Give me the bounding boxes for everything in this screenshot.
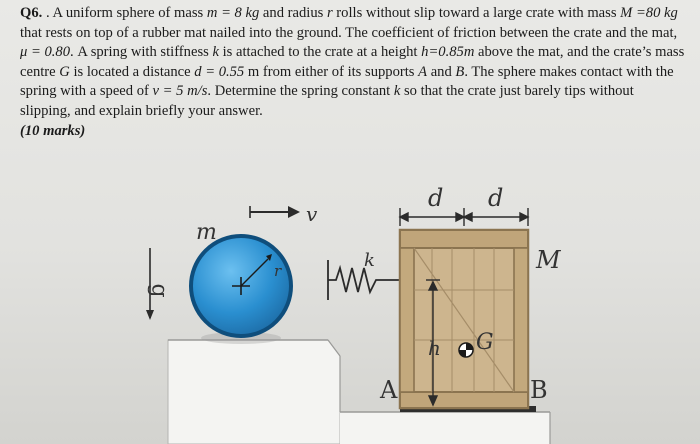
d-dimensions [400,208,528,226]
q-sym: B [455,63,465,80]
q-part: and [427,63,456,80]
q-sym: d = 0.55 [194,63,245,80]
q-part: and radius [259,5,327,21]
q-sym: μ = 0.80 [20,44,71,61]
B-label: B [530,376,548,404]
q-part: so that the crate just barely tips without slipping, and explain briefly your answer. [20,83,634,119]
q-sym: r [326,5,333,21]
q-sym: m = 8 kg [206,5,260,21]
question-number: Q6. [20,5,43,21]
q-part: is located a distance [69,63,195,80]
q-part: m from either of its supports [244,63,419,80]
velocity-arrow [250,206,300,218]
sphere [191,236,291,344]
h-label: h [428,336,441,360]
d-label-left: d [428,184,444,212]
marks: (10 marks) [20,122,86,139]
q-sym: h=0.85m [421,44,475,61]
q-sym: G [59,63,70,80]
q-sym: v = 5 m/s [152,83,208,100]
M-label: M [536,246,561,274]
question-text [20,4,688,141]
q-part: that rests on top of a rubber mat nailed into the ground. The coefficient of friction between the crate and the mat, [20,24,678,41]
q-part: above the mat, and the crate’s mass centre [20,44,685,80]
q-sym: M =80 kg [620,5,678,21]
A-label: A [380,376,398,404]
crate [400,230,528,408]
q-sym: A [418,63,428,80]
q-part: . A spring with stiffness [70,44,213,61]
v-label: v [306,202,318,226]
diagram-svg [0,150,700,444]
q-part: . The sphere makes contact with the spring with a speed of [20,63,674,100]
q-sym: k [393,83,401,100]
m-label: m [196,220,217,245]
q-part: . Determine the spring constant [207,83,394,100]
G-label: G [476,330,494,355]
k-label: k [364,250,375,271]
q-sym: k [212,44,219,61]
r-label: r [274,262,282,280]
q-part: rolls without slip toward a large crate with mass [332,5,621,21]
d-label-right: d [488,184,504,212]
q-part: A uniform sphere of mass [52,5,207,21]
g-label: g [146,283,172,298]
diagram [0,150,700,444]
q-part: is attached to the crate at a height [218,44,422,61]
question-sep: . [42,5,53,21]
